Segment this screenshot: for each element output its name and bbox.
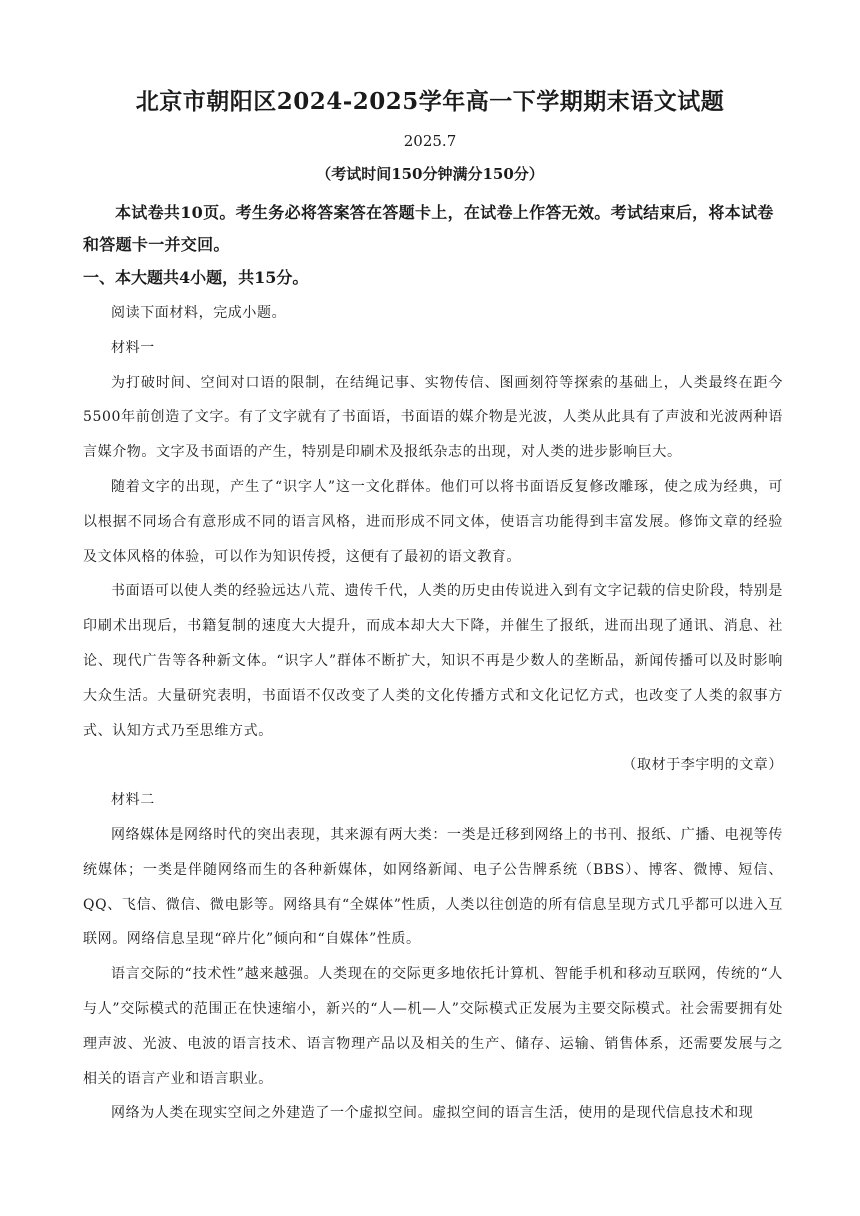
document-body [83,296,783,1131]
material-one-paragraph: 随着文字的出现，产生了“识字人”这一文化群体。他们可以将书面语反复修改雕琢，使之成为经典，可以根据不同场合有意形成不同的语言风格，进而形成不同文体，使语言功能得到丰富发展。修饰文章的经验及文体风格的体验，可以作为知识传授，这便有了最初的语文教育。 [83,478,783,565]
exam-time-info: （考试时间150分钟满分150分） [316,165,544,183]
material-one-paragraph: 为打破时间、空间对口语的限制，在结绳记事、实物传信、图画刻符等探索的基础上，人类最终在距今5500年前创造了文字。有了文字就有了书面语，书面语的媒介物是光波，人类从此具有了声波和光波两种语言媒介物。文字及书面语的产生，特别是印刷术及报纸杂志的出现，对人类的进步影响巨大。 [83,374,783,461]
section-heading: 一、本大题共4小题，共15分。 [83,268,309,287]
material-two-paragraph: 网络为人类在现实空间之外建造了一个虚拟空间。虚拟空间的语言生活，使用的是现代信息技术和现 [111,1105,754,1122]
reading-instruction: 阅读下面材料，完成小题。 [111,305,287,321]
exam-notice: 本试卷共10页。考生务必将答案答在答题卡上，在试卷上作答无效。考试结束后，将本试卷和答题卡一并交回。 [83,203,774,254]
material-one-label: 材料一 [111,339,155,356]
document-title: 北京市朝阳区2024-2025学年高一下学期期末语文试题 [135,88,725,115]
material-one-paragraph: 书面语可以使人类的经验远达八荒、遗传千代，人类的历史由传说进入到有文字记载的信史阶段，特别是印刷术出现后，书籍复制的速度大大提升，而成本却大大下降，并催生了报纸，进而出现了通讯、消息、社论、现代广告等各种新文体。“识字人”群体不断扩大，知识不再是少数人的垄断品，新闻传播可以及时影响大众生活。大量研究表明，书面语不仅改变了人类的文化传播方式和文化记忆方式，也改变了人类的叙事方式、认知方式乃至思维方式。 [83,583,783,739]
material-one-source: （取材于李宇明的文章） [622,757,783,774]
material-two-paragraph: 语言交际的“技术性”越来越强。人类现在的交际更多地依托计算机、智能手机和移动互联网，传统的“人与人”交际模式的范围正在快速缩小，新兴的“人—机—人”交际模式正发展为主要交际模式。社会需要拥有处理声波、光波、电波的语言技术、语言物理产品以及相关的生产、储存、运输、销售体系，还需要发展与之相关的语言产业和语言职业。 [83,966,783,1087]
exam-date: 2025.7 [403,132,457,150]
material-two-paragraph: 网络媒体是网络时代的突出表现，其来源有两大类：一类是迁移到网络上的书刊、报纸、广播、电视等传统媒体；一类是伴随网络而生的各种新媒体，如网络新闻、电子公告牌系统（BBS）、博客、微博、短信、QQ、飞信、微信、微电影等。网络具有“全媒体”性质，人类以往创造的所有信息呈现方式几乎都可以进入互联网。网络信息呈现“碎片化”倾向和“自媒体”性质。 [83,826,783,948]
material-two-label: 材料二 [111,792,155,809]
